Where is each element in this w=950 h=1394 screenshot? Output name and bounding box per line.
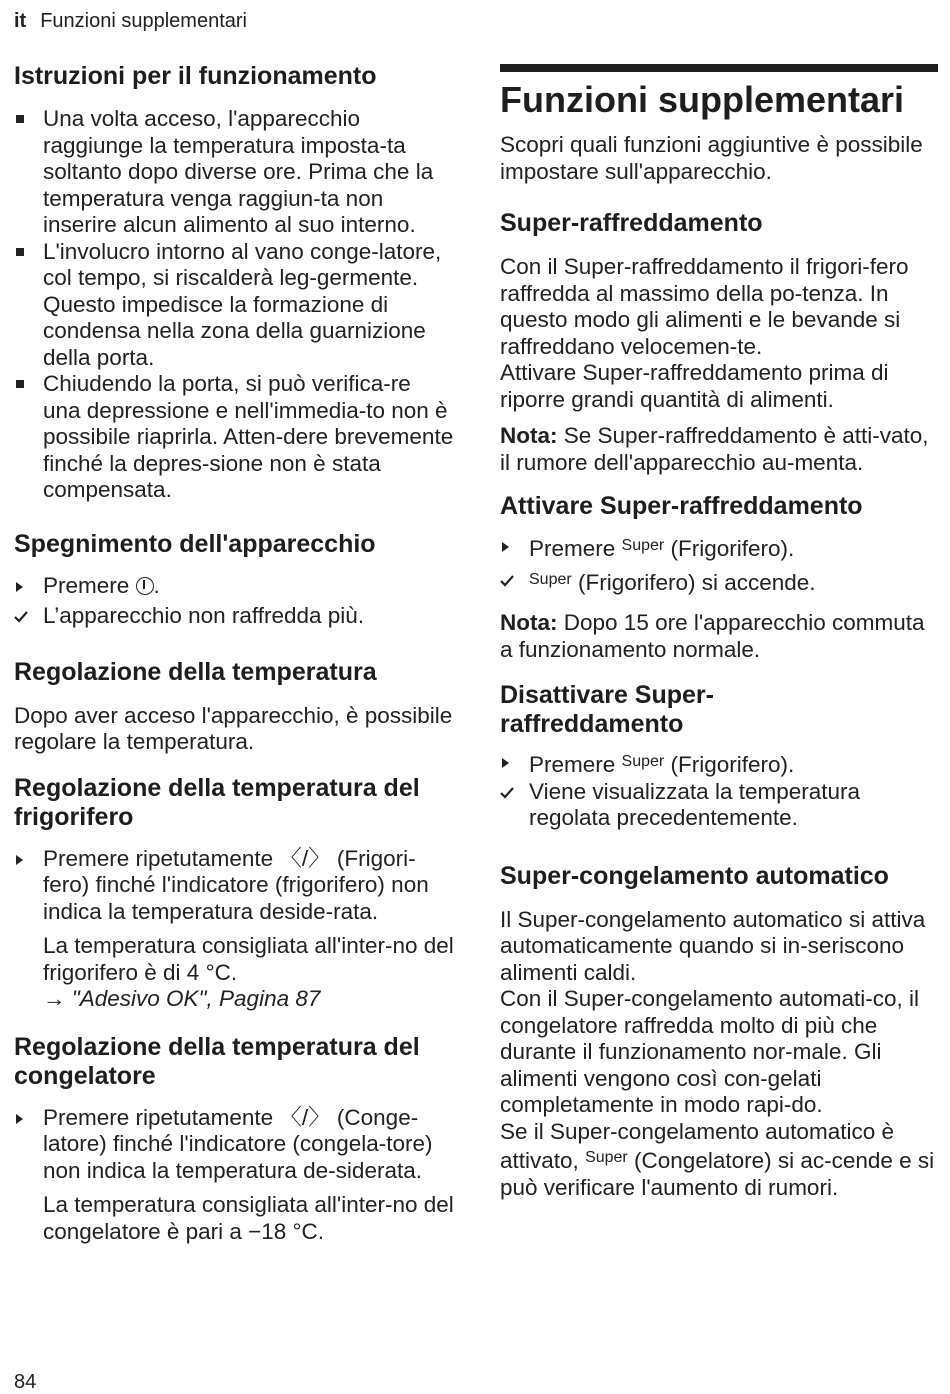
super-indicator-icon: Super	[529, 570, 572, 588]
left-column	[14, 58, 454, 1245]
fridge-ok-sticker-reference: → "Adesivo OK", Pagina 87	[43, 986, 321, 1011]
intro-text: Scopri quali funzioni aggiuntive è possibile impostare sull'apparecchio.	[500, 132, 923, 184]
section-top-rule	[500, 64, 938, 72]
right-column	[500, 58, 938, 1201]
page-header	[14, 8, 247, 34]
list-item: Chiudendo la porta, si può verifica-re una depressione e nell'immedia-to non è possibile riaprirla. Atten-dere brevemente finché la depres-sione non è stata compensata.	[43, 371, 454, 502]
deactivate-super-cooling-steps	[500, 749, 938, 832]
step-item: Premere $^{Super}$ (Frigorifero).	[529, 536, 795, 561]
step-item: Premere .	[43, 572, 160, 598]
list-item: Una volta acceso, l'apparecchio raggiunge la temperatura imposta-ta soltanto dopo diverse ore. Prima che la temperatura venga raggiun-ta non inserire alcun alimento al suo interno.	[43, 106, 434, 237]
temperature-setting-text: Dopo aver acceso l'apparecchio, è possibile regolare la temperatura.	[14, 702, 453, 754]
heading-deactivate-super-cooling: Disattivare Super-raffreddamento	[500, 681, 714, 738]
heading-activate-super-cooling: Attivare Super-raffreddamento	[500, 492, 863, 520]
language-code: it	[14, 10, 27, 32]
heading-fridge-temperature: Regolazione della temperatura del frigorifero	[14, 773, 420, 831]
heading-temperature-setting: Regolazione della temperatura	[14, 657, 377, 686]
operating-instructions-list	[14, 106, 454, 504]
freezer-temperature-note: La temperatura consigliata all'inter-no del congelatore è pari a −18 °C.	[43, 1192, 454, 1244]
super-button-icon: Super	[621, 753, 665, 770]
result-item: Viene visualizzata la temperatura regolata precedentemente.	[500, 779, 938, 832]
step-item: Premere ripetutamente 〈/〉 (Frigori-fero) finché l'indicatore (frigorifero) non indica la temperatura deside-rata.	[43, 845, 429, 924]
page-title: Funzioni supplementari	[500, 79, 905, 120]
heading-freezer-temperature: Regolazione della temperatura del congelatore	[14, 1032, 420, 1090]
page-number: 84	[14, 1371, 37, 1393]
heading-switch-off: Spegnimento dell'apparecchio	[14, 529, 376, 558]
super-cooling-description: Con il Super-raffreddamento il frigori-fero raffredda al massimo della po-tenza. In questo modo gli alimenti e le bevande si raffreddano velocemen-te.	[500, 254, 909, 359]
super-button-icon: Super	[621, 537, 665, 554]
activate-super-cooling-note: Nota: Dopo 15 ore l'apparecchio commuta a funzionamento normale.	[500, 610, 925, 662]
auto-super-freezing-text-1: Il Super-congelamento automatico si attiva automaticamente quando si in-seriscono alimenti caldi.	[500, 906, 926, 985]
heading-operating-instructions: Istruzioni per il funzionamento	[14, 62, 377, 90]
switch-off-steps	[14, 573, 454, 630]
fridge-temperature-note: La temperatura consigliata all'inter-no del frigorifero è di 4 °C.	[43, 933, 454, 985]
heading-auto-super-freezing: Super-congelamento automatico	[500, 861, 889, 890]
result-item: $^{Super}$ (Frigorifero) si accende.	[500, 567, 938, 597]
super-cooling-advice: Attivare Super-raffreddamento prima di riporre grandi quantità di alimenti.	[500, 360, 889, 412]
heading-super-cooling: Super-raffreddamento	[500, 209, 763, 237]
list-item: L'involucro intorno al vano conge-latore, col tempo, si riscalderà leg-germente. Questo impedisce la formazione di condensa nella zona della guarnizione della porta.	[43, 238, 442, 370]
up-down-arrows-icon: 〈/〉	[279, 845, 331, 871]
up-down-arrows-icon: 〈/〉	[279, 1104, 331, 1130]
activate-super-cooling-steps	[500, 533, 938, 596]
super-cooling-note: Nota: Se Super-raffreddamento è atti-vato, il rumore dell'apparecchio au-menta.	[500, 423, 929, 475]
auto-super-freezing-text-2: Con il Super-congelamento automati-co, il congelatore raffredda molto di più che durante il funzionamento nor-male. Gli alimenti vengono così con-gelati completamente in modo rapi-do.	[500, 986, 919, 1117]
result-item: L’apparecchio non raffredda più.	[14, 603, 454, 630]
power-icon	[136, 577, 154, 595]
auto-super-freezing-text-3: Se il Super-congelamento automatico è attivato, $^{Super}$ (Congelatore) si ac-cende e si può verificare l'aumento di rumori.	[500, 1118, 935, 1200]
step-item: Premere $^{Super}$ (Frigorifero).	[529, 752, 795, 777]
freezer-temperature-steps	[14, 1105, 454, 1185]
fridge-temperature-steps	[14, 846, 454, 926]
header-section-title: Funzioni supplementari	[40, 10, 247, 32]
super-indicator-icon: Super	[585, 1149, 628, 1166]
step-item: Premere ripetutamente 〈/〉 (Conge-latore) finché l'indicatore (congela-tore) non indica la temperatura de-siderata.	[43, 1104, 433, 1183]
